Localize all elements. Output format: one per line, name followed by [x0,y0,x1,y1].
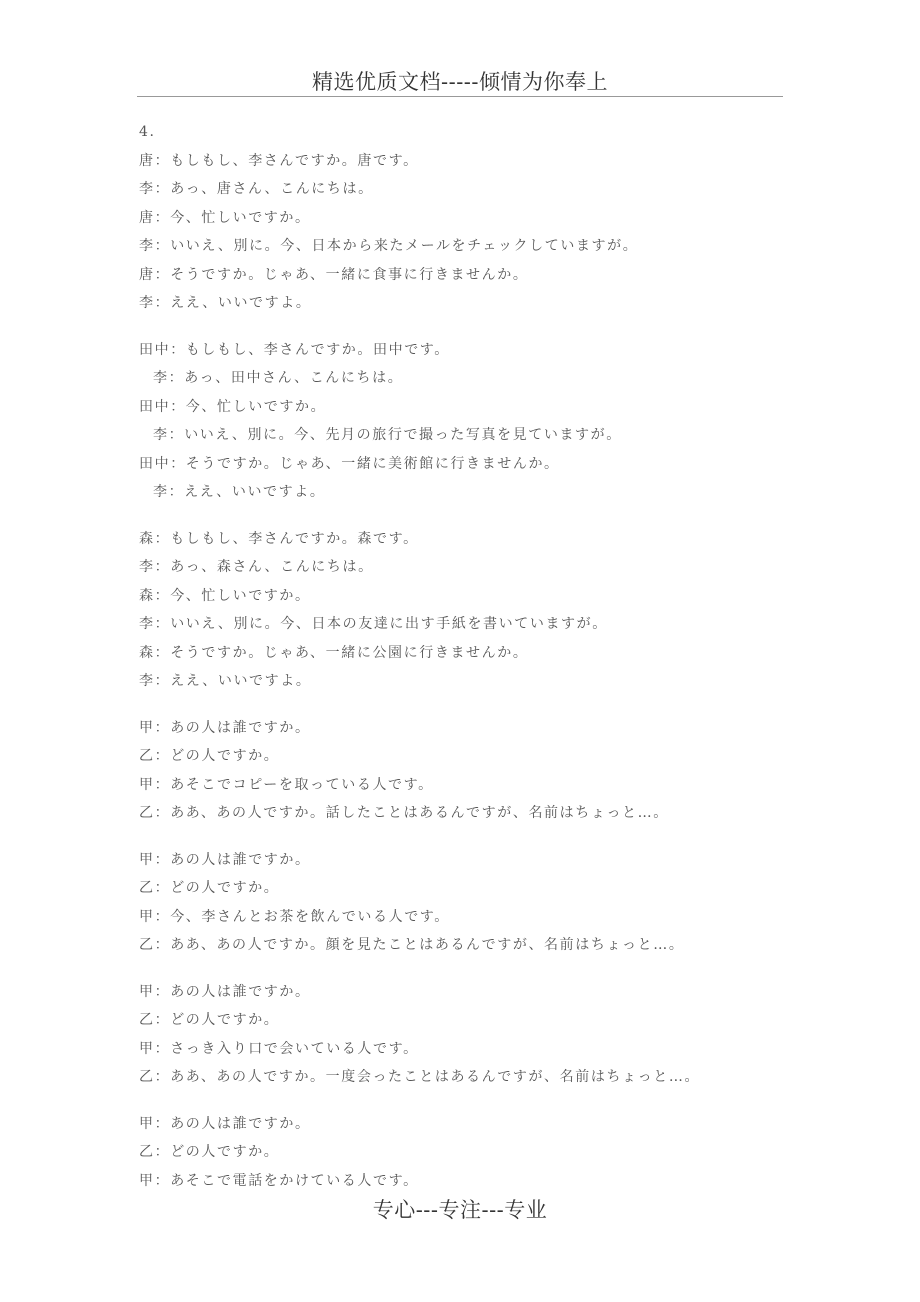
dialogue-line: 李：いいえ、別に。今、先月の旅行で撮った写真を見ていますが。 [153,427,622,443]
dialogue-line: 李：ええ、いいですよ。 [139,673,312,689]
dialogue-line: 乙：ああ、あの人ですか。一度会ったことはあるんですが、名前はちょっと…。 [139,1069,701,1085]
dialogue-line: 甲：あの人は誰ですか。 [139,719,311,736]
dialogue-block [139,1110,789,1196]
dialogue-line: 乙：どの人ですか。 [139,748,280,764]
block-spacer [139,960,789,978]
dialogue-line: 田中：今、忙しいですか。 [139,398,327,415]
dialogue-line: 乙：ああ、あの人ですか。顔を見たことはあるんですが、名前はちょっと…。 [139,937,685,953]
dialogue-line: 森：そうですか。じゃあ、一緒に公園に行きませんか。 [139,644,529,661]
document-body [139,118,789,1195]
dialogue-line: 甲：あそこで電話をかけている人です。 [139,1172,419,1189]
dialogue-block [139,846,789,960]
block-spacer [139,828,789,846]
dialogue-line: 乙：どの人ですか。 [139,880,280,896]
dialogue-line: 李：ええ、いいですよ。 [139,295,312,311]
block-spacer [139,318,789,336]
dialogue-line: 李：ええ、いいですよ。 [153,484,326,500]
dialogue-block [139,978,789,1092]
dialogue-line: 田中：もしもし、李さんですか。田中です。 [139,341,450,358]
dialogue-line: 乙：どの人ですか。 [139,1144,280,1160]
page-footer: 专心---专注---专业 [372,1198,548,1222]
header-divider [137,96,783,97]
dialogue-block [139,336,789,507]
dialogue-line: 甲：今、李さんとお茶を飲んでいる人です。 [139,908,450,925]
dialogue-line: 李：いいえ、別に。今、日本の友達に出す手紙を書いていますが。 [139,616,608,632]
dialogue-line: 森：もしもし、李さんですか。森です。 [139,530,419,547]
section-number: 4. [139,124,156,140]
dialogue-block [139,714,789,828]
block-spacer [139,696,789,714]
dialogue-line: 李：あっ、唐さん、こんにちは。 [139,181,374,197]
dialogue-line: 甲：あそこでコピーを取っている人です。 [139,776,434,793]
dialogue-line: 李：いいえ、別に。今、日本から来たメールをチェックしていますが。 [139,238,639,254]
dialogue-line: 唐：もしもし、李さんですか。唐です。 [139,152,419,169]
dialogue-line: 甲：あの人は誰ですか。 [139,1115,311,1132]
dialogue-line: 唐：今、忙しいですか。 [139,209,311,226]
dialogue-line: 甲：あの人は誰ですか。 [139,851,311,868]
dialogue-line: 乙：どの人ですか。 [139,1012,280,1028]
dialogue-line: 唐：そうですか。じゃあ、一緒に食事に行きませんか。 [139,266,529,283]
dialogue-block [139,525,789,696]
dialogue-line: 乙：ああ、あの人ですか。話したことはあるんですが、名前はちょっと…。 [139,805,669,821]
block-spacer [139,1092,789,1110]
dialogue-line: 李：あっ、森さん、こんにちは。 [139,559,374,575]
dialogue-line: 甲：さっき入り口で会いている人です。 [139,1040,419,1057]
block-spacer [139,507,789,525]
dialogue-line: 田中：そうですか。じゃあ、一緒に美術館に行きませんか。 [139,455,560,472]
dialogue-line: 李：あっ、田中さん、こんにちは。 [153,370,404,386]
dialogue-line: 森：今、忙しいですか。 [139,587,311,604]
dialogue-line: 甲：あの人は誰ですか。 [139,983,311,1000]
page-header: 精选优质文档-----倾情为你奉上 [312,70,608,94]
dialogue-block [139,147,789,318]
